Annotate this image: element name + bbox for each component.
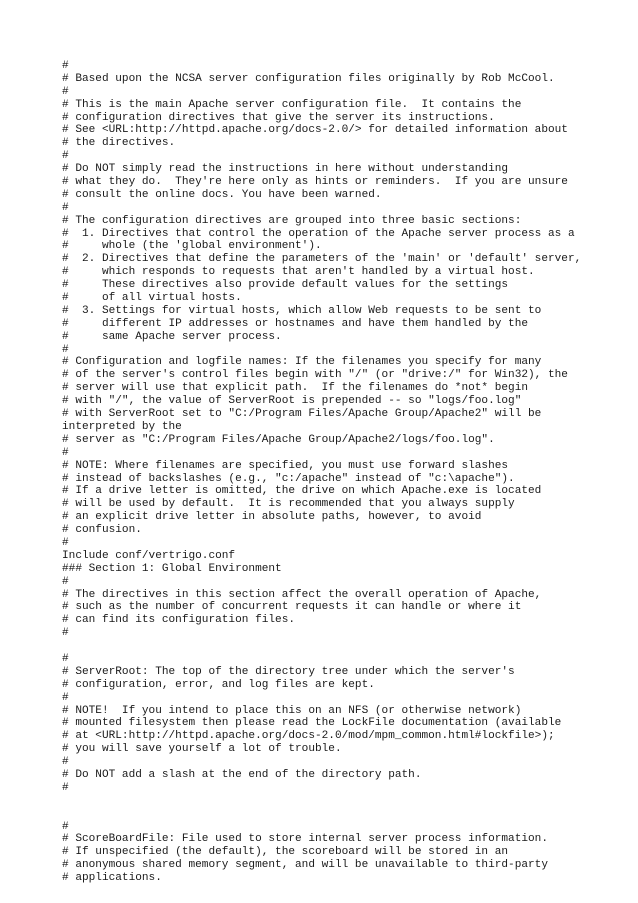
config-line: # Configuration and logfile names: If the filenames you specify for many bbox=[62, 356, 542, 369]
config-line: # different IP addresses or hostnames and have them handled by the bbox=[62, 317, 529, 330]
config-line: # anonymous shared memory segment, and will be unavailable to third-party bbox=[62, 859, 548, 872]
config-file-text bbox=[62, 60, 622, 885]
config-line: # what they do. They're here only as hints or reminders. If you are unsure bbox=[62, 176, 568, 189]
config-line: # server will use that explicit path. If the filenames do *not* begin bbox=[62, 382, 529, 395]
config-line: # an explicit drive letter in absolute paths, however, to avoid bbox=[62, 511, 482, 524]
config-line: Include conf/vertrigo.conf bbox=[62, 549, 236, 562]
config-line: # of the server's control files begin with "/" (or "drive:/" for Win32), the bbox=[62, 369, 568, 382]
config-line: # bbox=[62, 60, 69, 72]
config-line: ### Section 1: Global Environment bbox=[62, 562, 282, 575]
config-line: # NOTE! If you intend to place this on an NFS (or otherwise network) bbox=[62, 704, 522, 717]
config-line: # you will save yourself a lot of trouble. bbox=[62, 743, 342, 756]
config-line: # with "/", the value of ServerRoot is prepended -- so "logs/foo.log" bbox=[62, 395, 522, 408]
config-line bbox=[62, 808, 622, 821]
config-line: # will be used by default. It is recommended that you always supply bbox=[62, 498, 515, 511]
config-line: # 2. Directives that define the parameters of the 'main' or 'default' server, bbox=[62, 253, 582, 266]
config-line: # Do NOT add a slash at the end of the directory path. bbox=[62, 768, 422, 781]
config-line bbox=[62, 640, 622, 653]
config-line: # bbox=[62, 756, 69, 769]
config-line: # can find its configuration files. bbox=[62, 614, 296, 627]
config-line: # of all virtual hosts. bbox=[62, 292, 242, 305]
config-line: # ScoreBoardFile: File used to store internal server process information. bbox=[62, 833, 548, 846]
config-line: # server as "C:/Program Files/Apache Group/Apache2/logs/foo.log". bbox=[62, 433, 495, 446]
config-line: # ServerRoot: The top of the directory tree under which the server's bbox=[62, 665, 515, 678]
config-line: # such as the number of concurrent requests it can handle or where it bbox=[62, 601, 522, 614]
config-line bbox=[62, 795, 622, 808]
config-line: interpreted by the bbox=[62, 420, 182, 433]
config-line: # See <URL:http://httpd.apache.org/docs-2.0/> for detailed information about bbox=[62, 124, 568, 137]
config-line: # bbox=[62, 652, 69, 665]
config-line: # This is the main Apache server configuration file. It contains the bbox=[62, 98, 522, 111]
config-line: # bbox=[62, 446, 69, 459]
config-line: # configuration, error, and log files are kept. bbox=[62, 678, 375, 691]
config-line: # bbox=[62, 85, 69, 98]
config-line: # configuration directives that give the server its instructions. bbox=[62, 111, 495, 124]
config-line: # the directives. bbox=[62, 137, 176, 150]
config-line: # bbox=[62, 691, 69, 704]
config-line: # bbox=[62, 201, 69, 214]
config-line: # whole (the 'global environment'). bbox=[62, 240, 322, 253]
config-line: # bbox=[62, 575, 69, 588]
config-line: # which responds to requests that aren't handled by a virtual host. bbox=[62, 266, 535, 279]
config-line: # bbox=[62, 536, 69, 549]
config-line: # NOTE: Where filenames are specified, you must use forward slashes bbox=[62, 459, 509, 472]
config-line: # same Apache server process. bbox=[62, 330, 282, 343]
config-line: # with ServerRoot set to "C:/Program Files/Apache Group/Apache2" will be bbox=[62, 408, 542, 421]
config-line: # consult the online docs. You have been warned. bbox=[62, 188, 382, 201]
config-line: # confusion. bbox=[62, 524, 142, 537]
config-line: # If unspecified (the default), the scoreboard will be stored in an bbox=[62, 846, 509, 859]
config-line: # Based upon the NCSA server configuration files originally by Rob McCool. bbox=[62, 72, 555, 85]
config-line: # 3. Settings for virtual hosts, which allow Web requests to be sent to bbox=[62, 304, 542, 317]
config-line: # The configuration directives are grouped into three basic sections: bbox=[62, 214, 522, 227]
config-line: # 1. Directives that control the operation of the Apache server process as a bbox=[62, 227, 575, 240]
config-line: # mounted filesystem then please read the LockFile documentation (available bbox=[62, 717, 562, 730]
config-line: # bbox=[62, 150, 69, 163]
config-line: # bbox=[62, 781, 69, 794]
config-line: # The directives in this section affect the overall operation of Apache, bbox=[62, 588, 542, 601]
config-line: # bbox=[62, 820, 69, 833]
config-line: # These directives also provide default values for the settings bbox=[62, 279, 509, 292]
config-line: # bbox=[62, 343, 69, 356]
config-line: # at <URL:http://httpd.apache.org/docs-2.0/mod/mpm_common.html#lockfile>); bbox=[62, 730, 555, 743]
config-line: # If a drive letter is omitted, the drive on which Apache.exe is located bbox=[62, 485, 542, 498]
config-line: # instead of backslashes (e.g., "c:/apache" instead of "c:\apache"). bbox=[62, 472, 515, 485]
config-line: # applications. bbox=[62, 872, 162, 885]
config-line: # bbox=[62, 627, 69, 640]
config-line: # Do NOT simply read the instructions in here without understanding bbox=[62, 163, 509, 176]
